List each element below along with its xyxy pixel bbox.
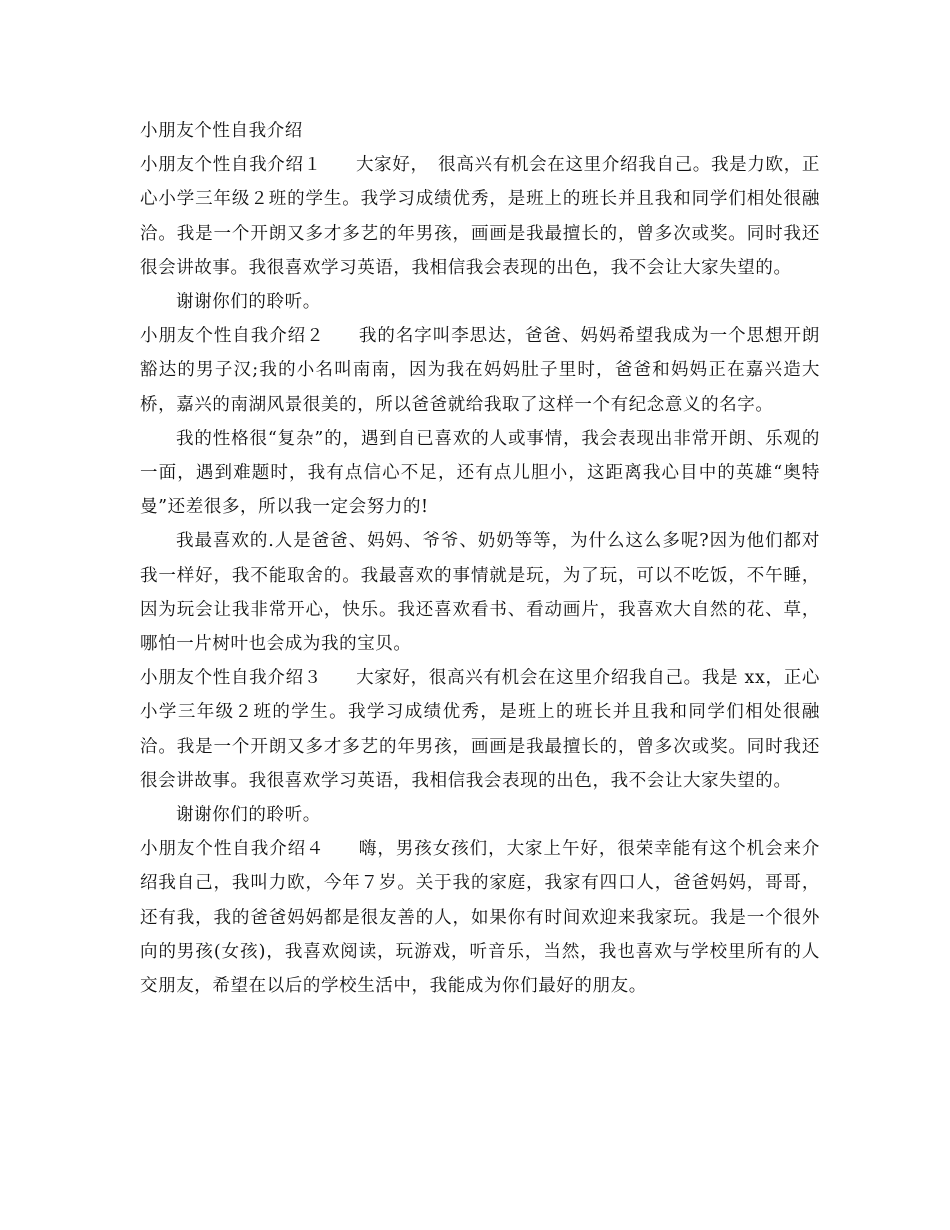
section-3-heading: 小朋友个性自我介绍３ [140,668,322,689]
document-title: 小朋友个性自我介绍 [140,121,303,141]
section-4-heading: 小朋友个性自我介绍４ [140,839,325,860]
section-1-heading: 小朋友个性自我介绍１ [140,155,322,176]
document-body [140,114,820,1003]
section-2-lead-text: 我的名字叫李思达，爸爸、妈妈希望我成为一个思想开朗豁达的男子汉;我的小名叫南南，因为我在妈妈肚子里时，爸爸和妈妈正在嘉兴造大桥，嘉兴的南湖风景很美的，所以爸爸就给我取了这样一个有纪念意义的名字。 [140,326,821,415]
section-2-lead-paragraph [140,319,820,422]
section-3-paragraph: 谢谢你们的聆听。 [176,805,321,826]
section-1-paragraph: 谢谢你们的聆听。 [176,292,321,313]
section-1-lead-text: 大家好， 很高兴有机会在这里介绍我自己。我是力欧，正心小学三年级２班的学生。我学习成绩优秀，是班上的班长并且我和同学们相处很融洽。我是一个开朗又多才多艺的年男孩，画画是我最擅长的，曾多次或奖。同时我还很会讲故事。我很喜欢学习英语，我相信我会表现的出色，我不会让大家失望的。 [140,155,820,278]
section-1-lead-paragraph [140,148,820,285]
section-4-lead-paragraph [140,832,820,1003]
section-2-paragraph: 我最喜欢的.人是爸爸、妈妈、爷爷、奶奶等等，为什么这么多呢?因为他们都对我一样好，我不能取舍的。我最喜欢的事情就是玩，为了玩，可以不吃饭，不午睡，因为玩会让我非常开心，快乐。我还喜欢看书、看动画片，我喜欢大自然的花、草，哪怕一片树叶也会成为我的宝贝。 [140,531,820,655]
section-3-lead-text: 大家好，很高兴有机会在这里介绍我自己。我是 xx，正心小学三年级２班的学生。我学习成绩优秀，是班上的班长并且我和同学们相处很融洽。我是一个开朗又多才多艺的年男孩，画画是我最擅长的，曾多次或奖。同时我还很会讲故事。我很喜欢学习英语，我相信我会表现的出色，我不会让大家失望的。 [140,668,821,791]
section-2-paragraph: 我的性格很“复杂”的，遇到自已喜欢的人或事情，我会表现出非常开朗、乐观的一面，遇到难题时，我有点信心不足，还有点儿胆小，这距离我心目中的英雄“奥特曼”还差很多，所以我一定会努力的! [140,428,820,518]
section-3-lead-paragraph [140,661,820,798]
section-4-lead-text: 嗨，男孩女孩们，大家上午好，很荣幸能有这个机会来介绍我自己，我叫力欧，今年７岁。关于我的家庭，我家有四口人，爸爸妈妈，哥哥，还有我，我的爸爸妈妈都是很友善的人，如果你有时间欢迎来我家玩。我是一个很外向的男孩(女孩)，我喜欢阅读，玩游戏，听音乐，当然，我也喜欢与学校里所有的人交朋友，希望在以后的学校生活中，我能成为你们最好的朋友。 [140,839,821,997]
section-2-heading: 小朋友个性自我介绍２ [140,326,325,347]
